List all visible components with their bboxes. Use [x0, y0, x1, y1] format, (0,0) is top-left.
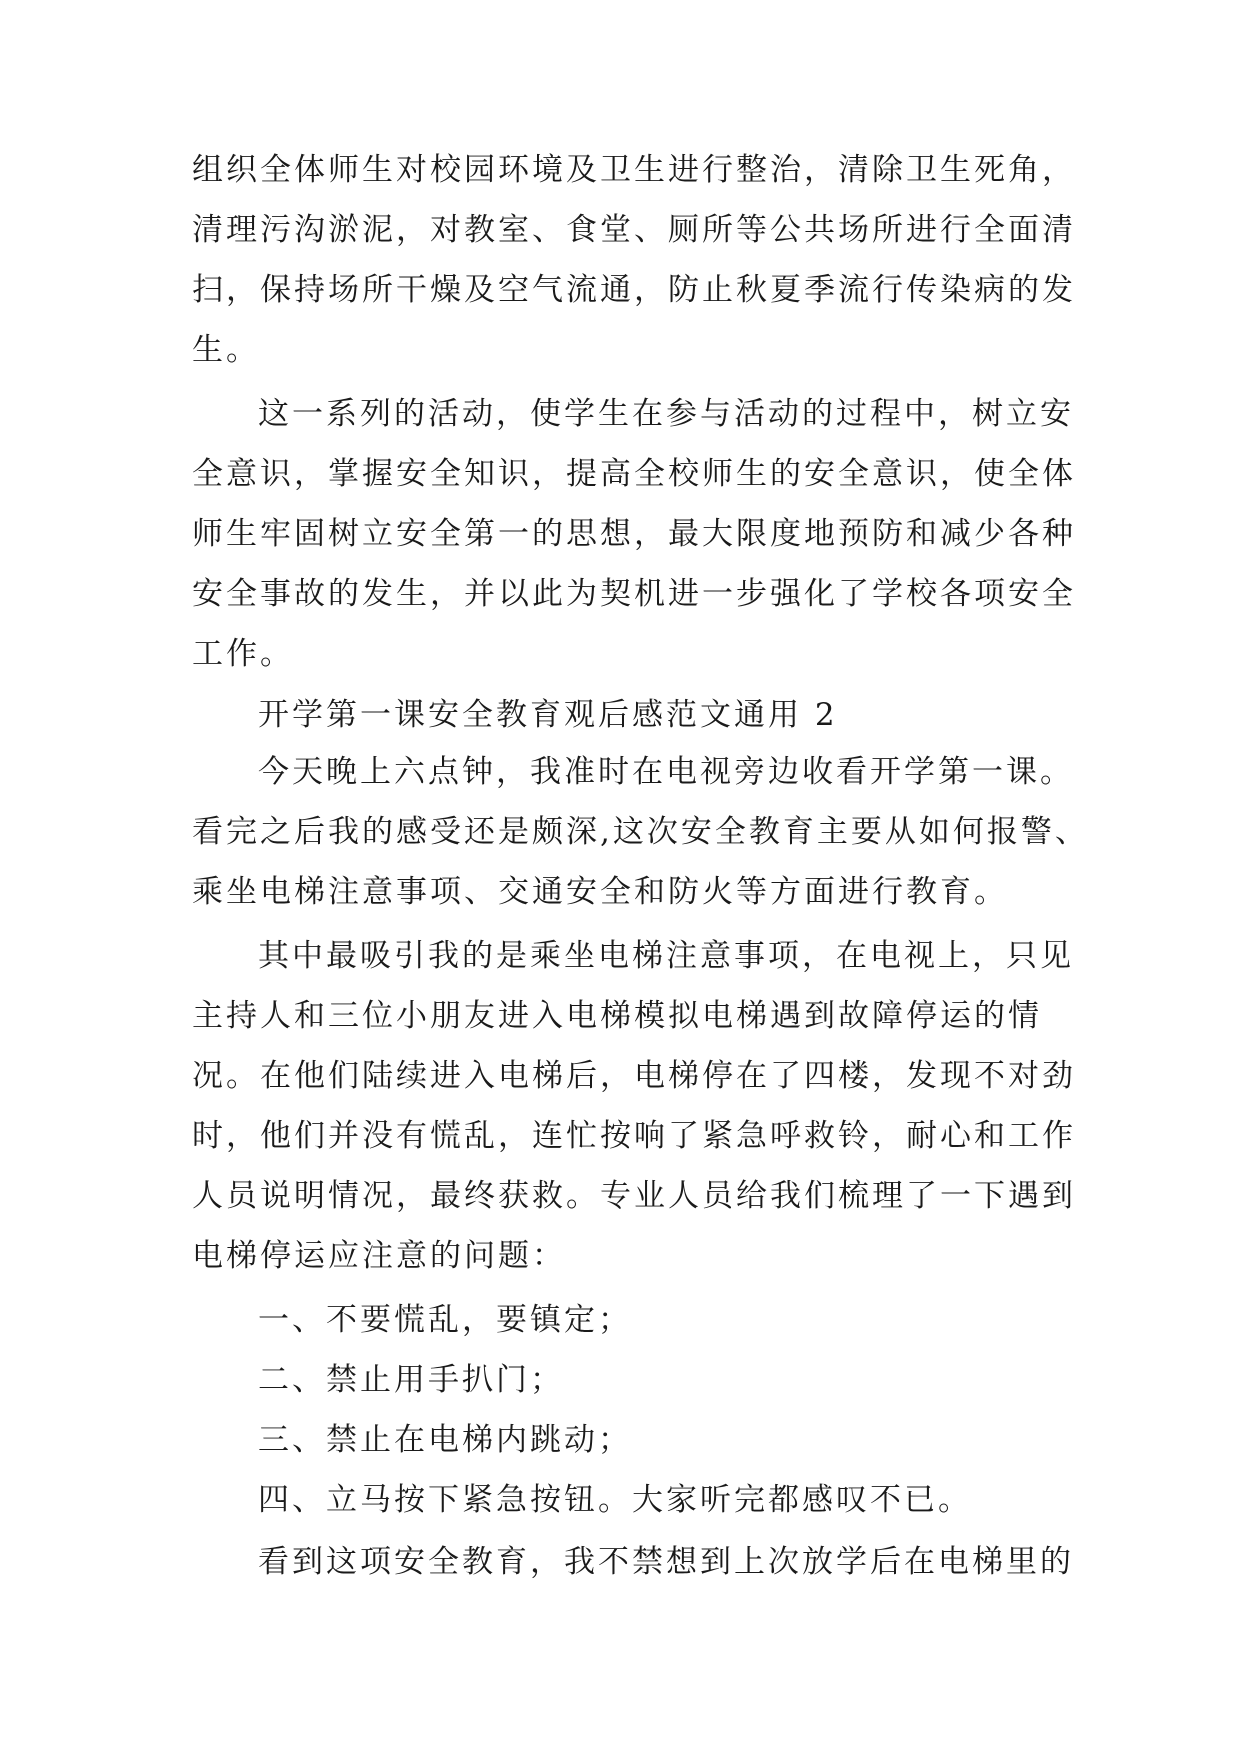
text-line: 组织全体师生对校园环境及卫生进行整治，清除卫生死角，: [192, 152, 1076, 188]
text-line: 师生牢固树立安全第一的思想，最大限度地预防和减少各种: [192, 516, 1076, 552]
text-line: 电梯停运应注意的问题：: [192, 1238, 566, 1274]
text-line: 乘坐电梯注意事项、交通安全和防火等方面进行教育。: [192, 874, 1008, 910]
text-line: 生。: [192, 332, 260, 368]
paragraph-start-line: 其中最吸引我的是乘坐电梯注意事项，在电视上，只见: [258, 938, 1074, 974]
text-line: 工作。: [192, 636, 294, 672]
list-item: 三、禁止在电梯内跳动；: [258, 1422, 632, 1458]
text-line: 扫，保持场所干燥及空气流通，防止秋夏季流行传染病的发: [192, 272, 1076, 308]
text-line: 清理污沟淤泥，对教室、食堂、厕所等公共场所进行全面清: [192, 212, 1076, 248]
paragraph-start-line: 今天晚上六点钟，我准时在电视旁边收看开学第一课。: [258, 754, 1074, 790]
text-line: 时，他们并没有慌乱，连忙按响了紧急呼救铃，耐心和工作: [192, 1118, 1076, 1154]
list-item: 二、禁止用手扒门；: [258, 1362, 564, 1398]
text-line: 况。在他们陆续进入电梯后，电梯停在了四楼，发现不对劲: [192, 1058, 1076, 1094]
text-line: 人员说明情况，最终获救。专业人员给我们梳理了一下遇到: [192, 1178, 1076, 1214]
text-line: 安全事故的发生，并以此为契机进一步强化了学校各项安全: [192, 576, 1076, 612]
paragraph-start-line: 这一系列的活动，使学生在参与活动的过程中，树立安: [258, 396, 1074, 432]
paragraph-start-line: 看到这项安全教育，我不禁想到上次放学后在电梯里的: [258, 1544, 1074, 1580]
text-line: 主持人和三位小朋友进入电梯模拟电梯遇到故障停运的情: [192, 998, 1042, 1034]
list-item: 一、不要慌乱，要镇定；: [258, 1302, 632, 1338]
text-line: 全意识，掌握安全知识，提高全校师生的安全意识，使全体: [192, 456, 1076, 492]
text-line: 看完之后我的感受还是颇深,这次安全教育主要从如何报警、: [192, 814, 1089, 850]
section-heading: 开学第一课安全教育观后感范文通用 2: [258, 697, 838, 733]
list-item: 四、立马按下紧急按钮。大家听完都感叹不已。: [258, 1482, 972, 1518]
